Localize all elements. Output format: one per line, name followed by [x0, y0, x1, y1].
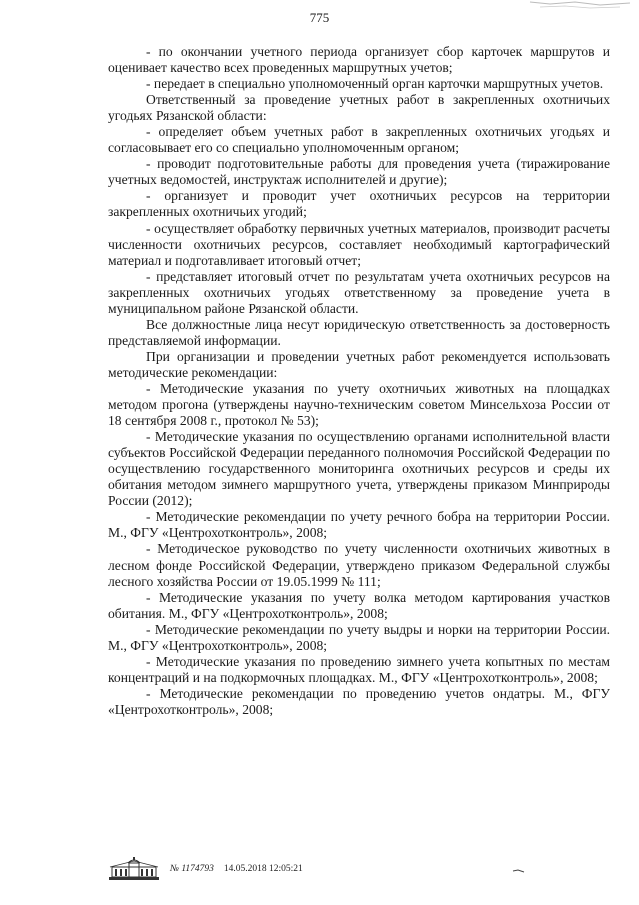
paragraph: Все должностные лица несут юридическую ответственность за достоверность представляемой информации.: [108, 316, 610, 348]
document-body: [108, 44, 610, 718]
paragraph: - Методические указания по учету охотничьих животных на площадках методом прогона (утверждены научно-техническим советом Минсельхоза России от 18 сентября 2008 г., протокол № 53);: [108, 380, 610, 429]
paragraph: - передает в специально уполномоченный орган карточки маршрутных учетов.: [146, 76, 604, 92]
page-number: 775: [309, 10, 330, 25]
paragraph: - определяет объем учетных работ в закрепленных охотничьих угодьях и согласовывает его со специально уполномоченным органом;: [108, 124, 610, 156]
footer: [108, 857, 303, 881]
paragraph: При организации и проведении учетных работ рекомендуется использовать методические рекомендации:: [108, 348, 610, 380]
paragraph: Ответственный за проведение учетных работ в закрепленных охотничьих угодьях Рязанской области:: [108, 92, 610, 124]
paragraph: - Методические рекомендации по учету речного бобра на территории России. М., ФГУ «Центрохотконтроль», 2008;: [108, 509, 610, 541]
paragraph: - осуществляет обработку первичных учетных материалов, производит расчеты численности охотничьих ресурсов, составляет необходимый картографический материал и подготавливает итоговый отчет;: [108, 220, 610, 268]
paragraph: - Методические указания по проведению зимнего учета копытных по местам концентраций и на подкормочных площадках. М., ФГУ «Центрохотконтроль», 2008;: [108, 653, 610, 685]
paragraph: - организует и проводит учет охотничьих ресурсов на территории закрепленных охотничьих угодий;: [108, 188, 610, 220]
paragraph: - Методические указания по учету волка методом картирования участков обитания. М., ФГУ «Центрохотконтроль», 2008;: [108, 589, 610, 621]
document-id: № 1174793: [170, 864, 214, 874]
paragraph: - представляет итоговый отчет по результатам учета охотничьих ресурсов на закрепленных охотничьих угодьях ответственному за проведение учета в муниципальном районе Рязанской области.: [108, 268, 610, 316]
paragraph: - Методические рекомендации по учету выдры и норки на территории России. М., ФГУ «Центрохотконтроль», 2008;: [108, 621, 610, 653]
paragraph: - проводит подготовительные работы для проведения учета (тиражирование учетных ведомостей, инструктаж исполнителей и другие);: [108, 156, 610, 188]
paragraph: - Методические указания по осуществлению органами исполнительной власти субъектов Российской Федерации переданного полномочия Российской Федерации по осуществлению государственного мониторинга охотничьих ресурсов и среды их обитания методом зимнего маршрутного учета, утверждены приказом Минприроды России (2012);: [108, 429, 610, 509]
scan-speck-mark: [512, 868, 526, 874]
building-seal-icon: [108, 857, 160, 881]
timestamp: 14.05.2018 12:05:21: [223, 864, 303, 874]
paragraph: - Методические рекомендации по проведению учетов ондатры. М., ФГУ «Центрохотконтроль», 2008;: [108, 685, 610, 717]
paragraph: - Методическое руководство по учету численности охотничьих животных в лесном фонде Российской Федерации, утверждено приказом Федеральной службы лесного хозяйства России от 19.05.1999 № 111;: [108, 541, 610, 589]
paragraph: - по окончании учетного периода организует сбор карточек маршрутов и оценивает качество всех проведенных маршрутных учетов;: [108, 44, 610, 76]
scan-noise-mark: [520, 0, 639, 12]
